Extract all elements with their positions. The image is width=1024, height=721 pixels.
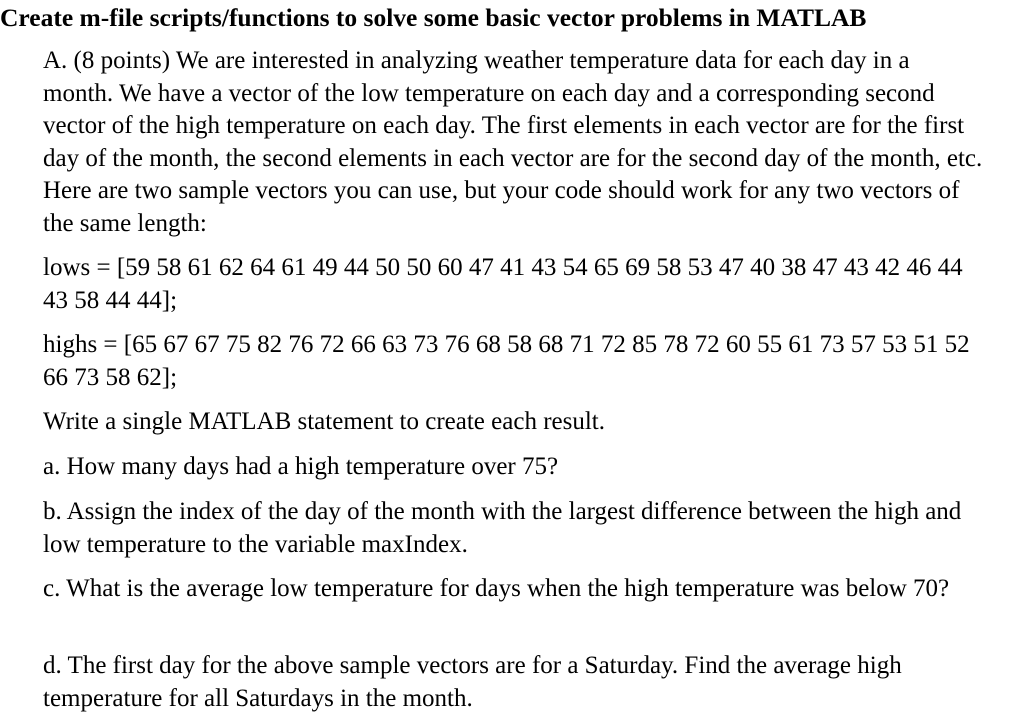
highs-vector: highs = [65 67 67 75 82 76 72 66 63 73 76 68 58 68 71 72 85 78 72 60 55 61 73 57 53 51 52 66 73 58 62]; xyxy=(43,331,970,391)
question-b: b. Assign the index of the day of the month with the largest difference between the high and low temperature to the variable maxIndex. xyxy=(43,498,962,558)
question-c: c. What is the average low temperature for days when the high temperature was below 70? xyxy=(43,575,950,602)
page-title: Create m-file scripts/functions to solve some basic vector problems in MATLAB xyxy=(0,3,867,32)
instruction-text: Write a single MATLAB statement to create each result. xyxy=(43,408,605,435)
question-a: a. How many days had a high temperature over 75? xyxy=(43,453,559,480)
lows-vector: lows = [59 58 61 62 64 61 49 44 50 50 60 47 41 43 54 65 69 58 53 47 40 38 47 43 42 46 44 43 58 44 44]; xyxy=(43,254,963,314)
question-d: d. The first day for the above sample vectors are for a Saturday. Find the average high temperature for all Saturdays in the month. xyxy=(43,652,902,712)
problem-intro: A. (8 points) We are interested in analyzing weather temperature data for each day in a month. We have a vector of the low temperature on each day and a corresponding second vector of the high temperature on each day. The first elements in each vector are for the first day of the month, the second elements in each vector are for the second day of the month, etc. Here are two sample vectors you can use, but your code should work for any two vectors of the same length: xyxy=(43,47,983,237)
